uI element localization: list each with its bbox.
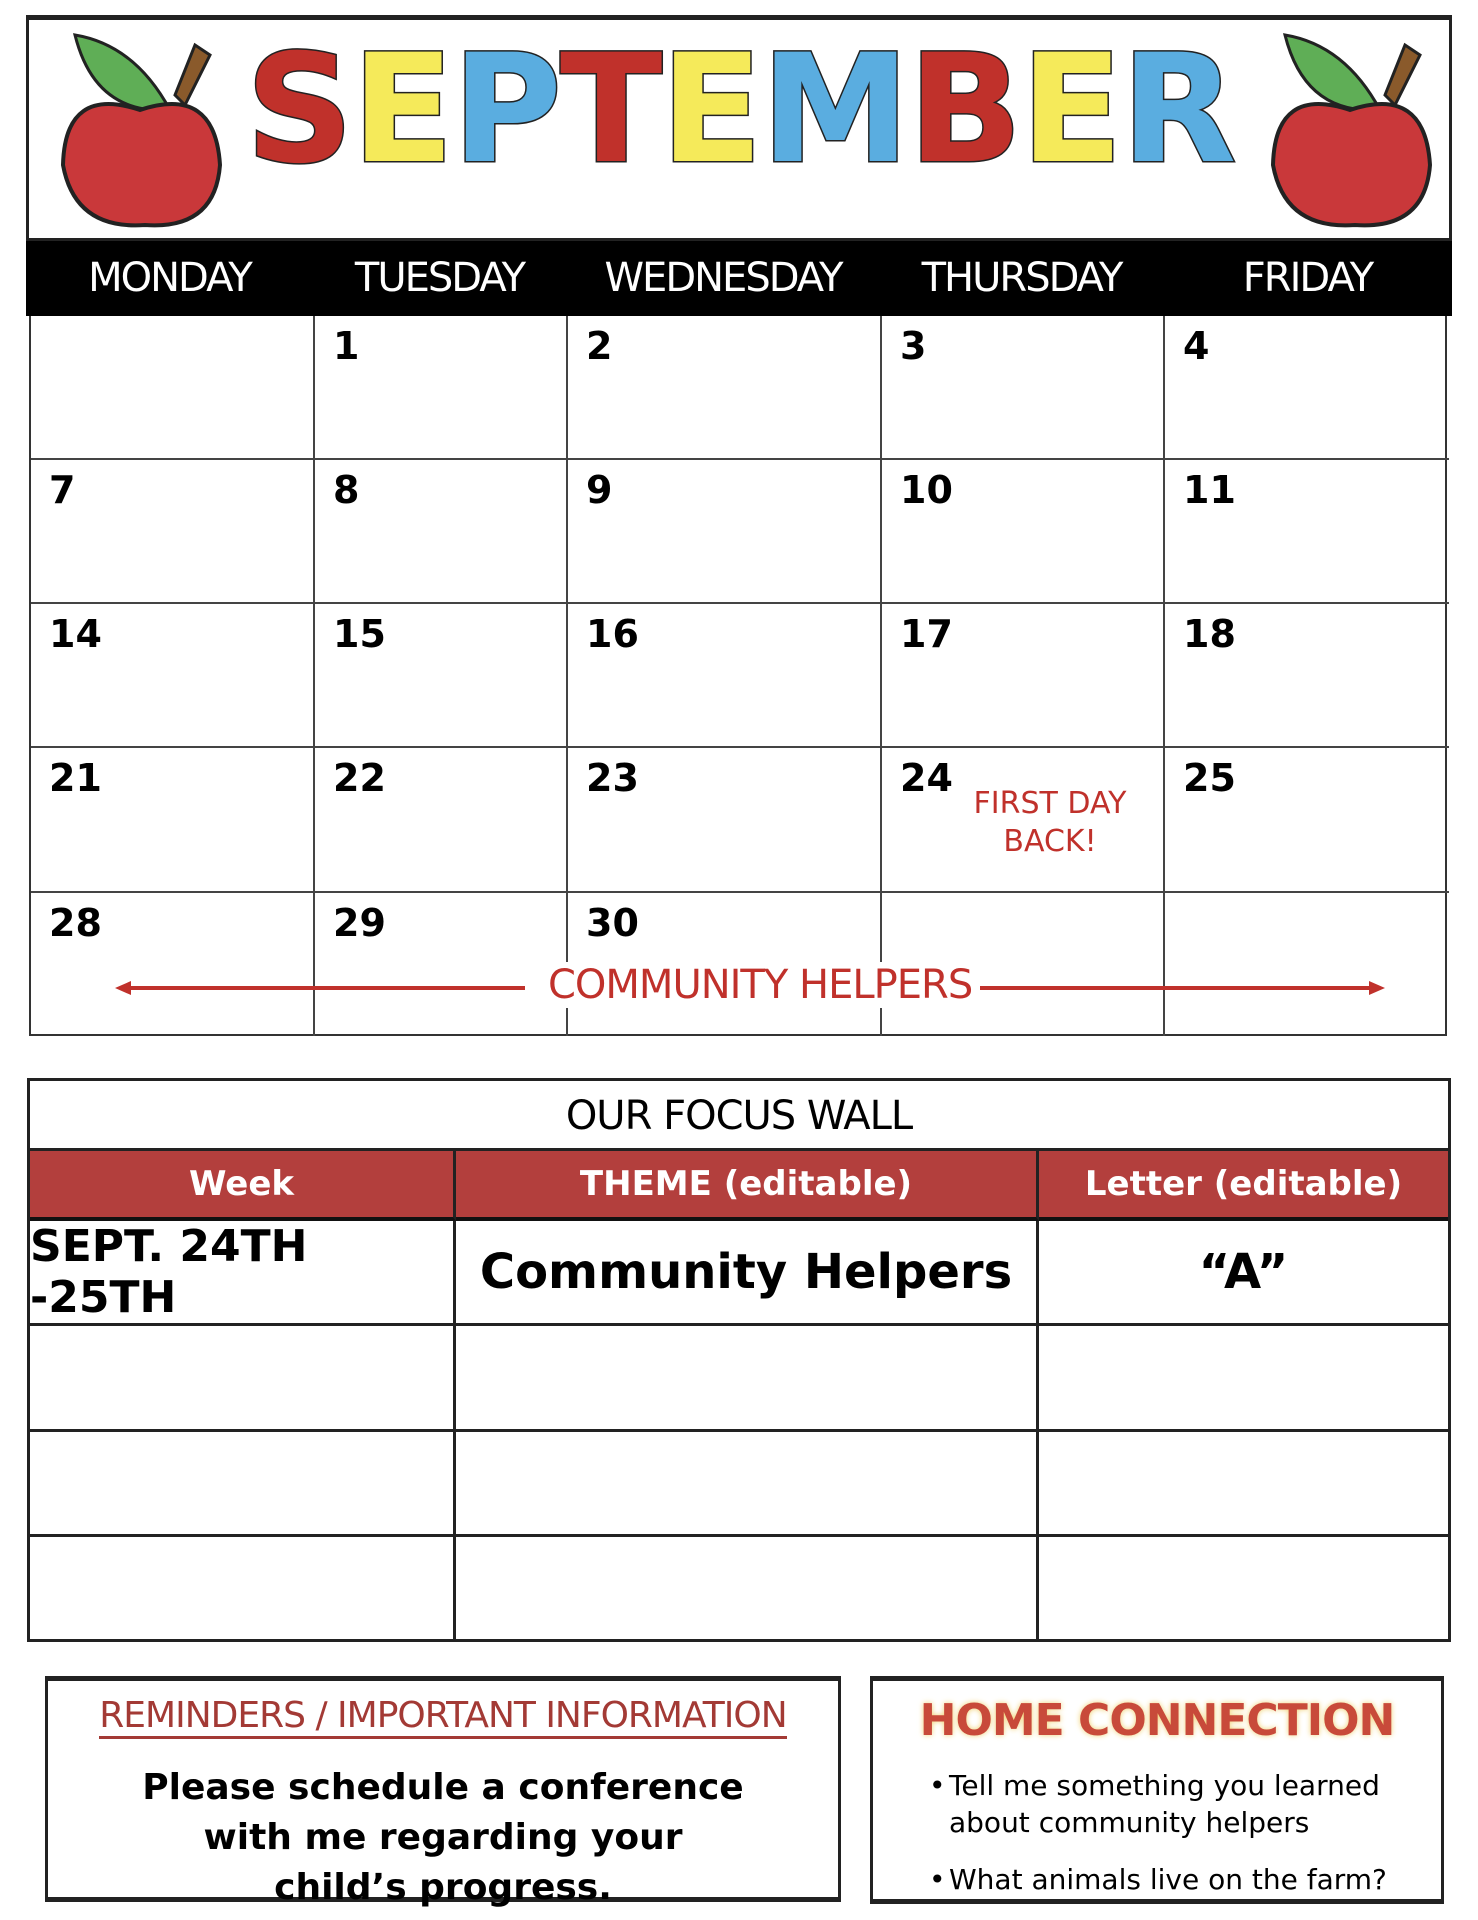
calendar-day-cell: 29	[315, 893, 568, 1036]
focus-cell[interactable]: “A”	[1039, 1221, 1448, 1326]
calendar-day-cell: 18	[1165, 604, 1449, 748]
calendar-day-cell	[31, 316, 315, 460]
focus-wall-title: OUR FOCUS WALL	[30, 1081, 1448, 1151]
apple-icon	[1265, 25, 1435, 235]
calendar-day-cell: 30	[568, 893, 882, 1036]
calendar-day-cell: 24	[882, 748, 1165, 893]
focus-header-cell: Week	[30, 1151, 456, 1221]
title-letter: E	[351, 23, 453, 197]
focus-cell[interactable]	[456, 1537, 1039, 1641]
home-connection-list	[949, 1767, 1429, 1918]
focus-cell[interactable]	[30, 1326, 456, 1432]
focus-cell[interactable]	[1039, 1326, 1448, 1432]
calendar-day-cell: 23	[568, 748, 882, 893]
calendar-day-cell: 7	[31, 460, 315, 604]
event-note: FIRST DAY BACK!	[973, 786, 1127, 859]
focus-header-cell: THEME (editable)	[456, 1151, 1039, 1221]
title-letter: S	[245, 23, 352, 197]
reminders-box	[45, 1676, 841, 1908]
calendar-day-cell: 15	[315, 604, 568, 748]
focus-cell[interactable]	[30, 1537, 456, 1641]
calendar-day-cell	[1165, 893, 1449, 1036]
calendar-day-cell: 11	[1165, 460, 1449, 604]
calendar-day-cell: 14	[31, 604, 315, 748]
calendar-day-cell: 21	[31, 748, 315, 893]
calendar-day-cell: 17	[882, 604, 1165, 748]
focus-cell[interactable]	[1039, 1432, 1448, 1537]
title-letter: E	[1020, 23, 1121, 197]
reminders-title: REMINDERS / IMPORTANT INFORMATION	[99, 1695, 786, 1739]
focus-cell[interactable]	[456, 1432, 1039, 1537]
title-letter: B	[908, 23, 1021, 197]
list-item: • Tell me something you learned about community helpers	[949, 1767, 1429, 1841]
calendar-day-cell: 28	[31, 893, 315, 1036]
calendar-day-cell: 2	[568, 316, 882, 460]
title-letter: P	[452, 23, 561, 197]
day-friday: FRIDAY	[1242, 255, 1373, 301]
title-letter: M	[760, 23, 909, 197]
focus-cell[interactable]: SEPT. 24TH -25TH	[30, 1221, 456, 1326]
calendar-grid	[29, 316, 1447, 1036]
focus-cell[interactable]	[1039, 1537, 1448, 1641]
calendar-day-cell: 22	[315, 748, 568, 893]
focus-cell[interactable]	[30, 1432, 456, 1537]
apple-icon	[55, 25, 225, 235]
calendar-day-cell: 10	[882, 460, 1165, 604]
home-connection-title: HOME CONNECTION	[919, 1695, 1395, 1746]
calendar-day-cell: 4	[1165, 316, 1449, 460]
calendar-day-cell: 9	[568, 460, 882, 604]
home-connection-box	[870, 1676, 1444, 1904]
weekday-header	[26, 241, 1452, 316]
day-monday: MONDAY	[88, 255, 251, 301]
focus-cell[interactable]: Community Helpers	[456, 1221, 1039, 1326]
reminders-body: Please schedule a conference with me regarding your child’s progress.	[142, 1767, 744, 1908]
title-letter: R	[1120, 23, 1235, 197]
calendar-day-cell: 1	[315, 316, 568, 460]
day-wednesday: WEDNESDAY	[604, 255, 842, 301]
calendar-day-cell: 3	[882, 316, 1165, 460]
theme-banner: COMMUNITY HELPERS	[540, 962, 980, 1008]
title-letter: T	[560, 23, 661, 197]
calendar-day-cell: 8	[315, 460, 568, 604]
list-item: • What animals live on the farm?	[949, 1861, 1429, 1898]
calendar-day-cell: 25	[1165, 748, 1449, 893]
focus-header-cell: Letter (editable)	[1039, 1151, 1448, 1221]
calendar-day-cell: 16	[568, 604, 882, 748]
title-letter: E	[660, 23, 761, 197]
day-tuesday: TUESDAY	[354, 255, 525, 301]
day-thursday: THURSDAY	[921, 255, 1122, 301]
focus-cell[interactable]	[456, 1326, 1039, 1432]
month-title	[230, 20, 1250, 200]
focus-wall-table	[27, 1078, 1451, 1642]
